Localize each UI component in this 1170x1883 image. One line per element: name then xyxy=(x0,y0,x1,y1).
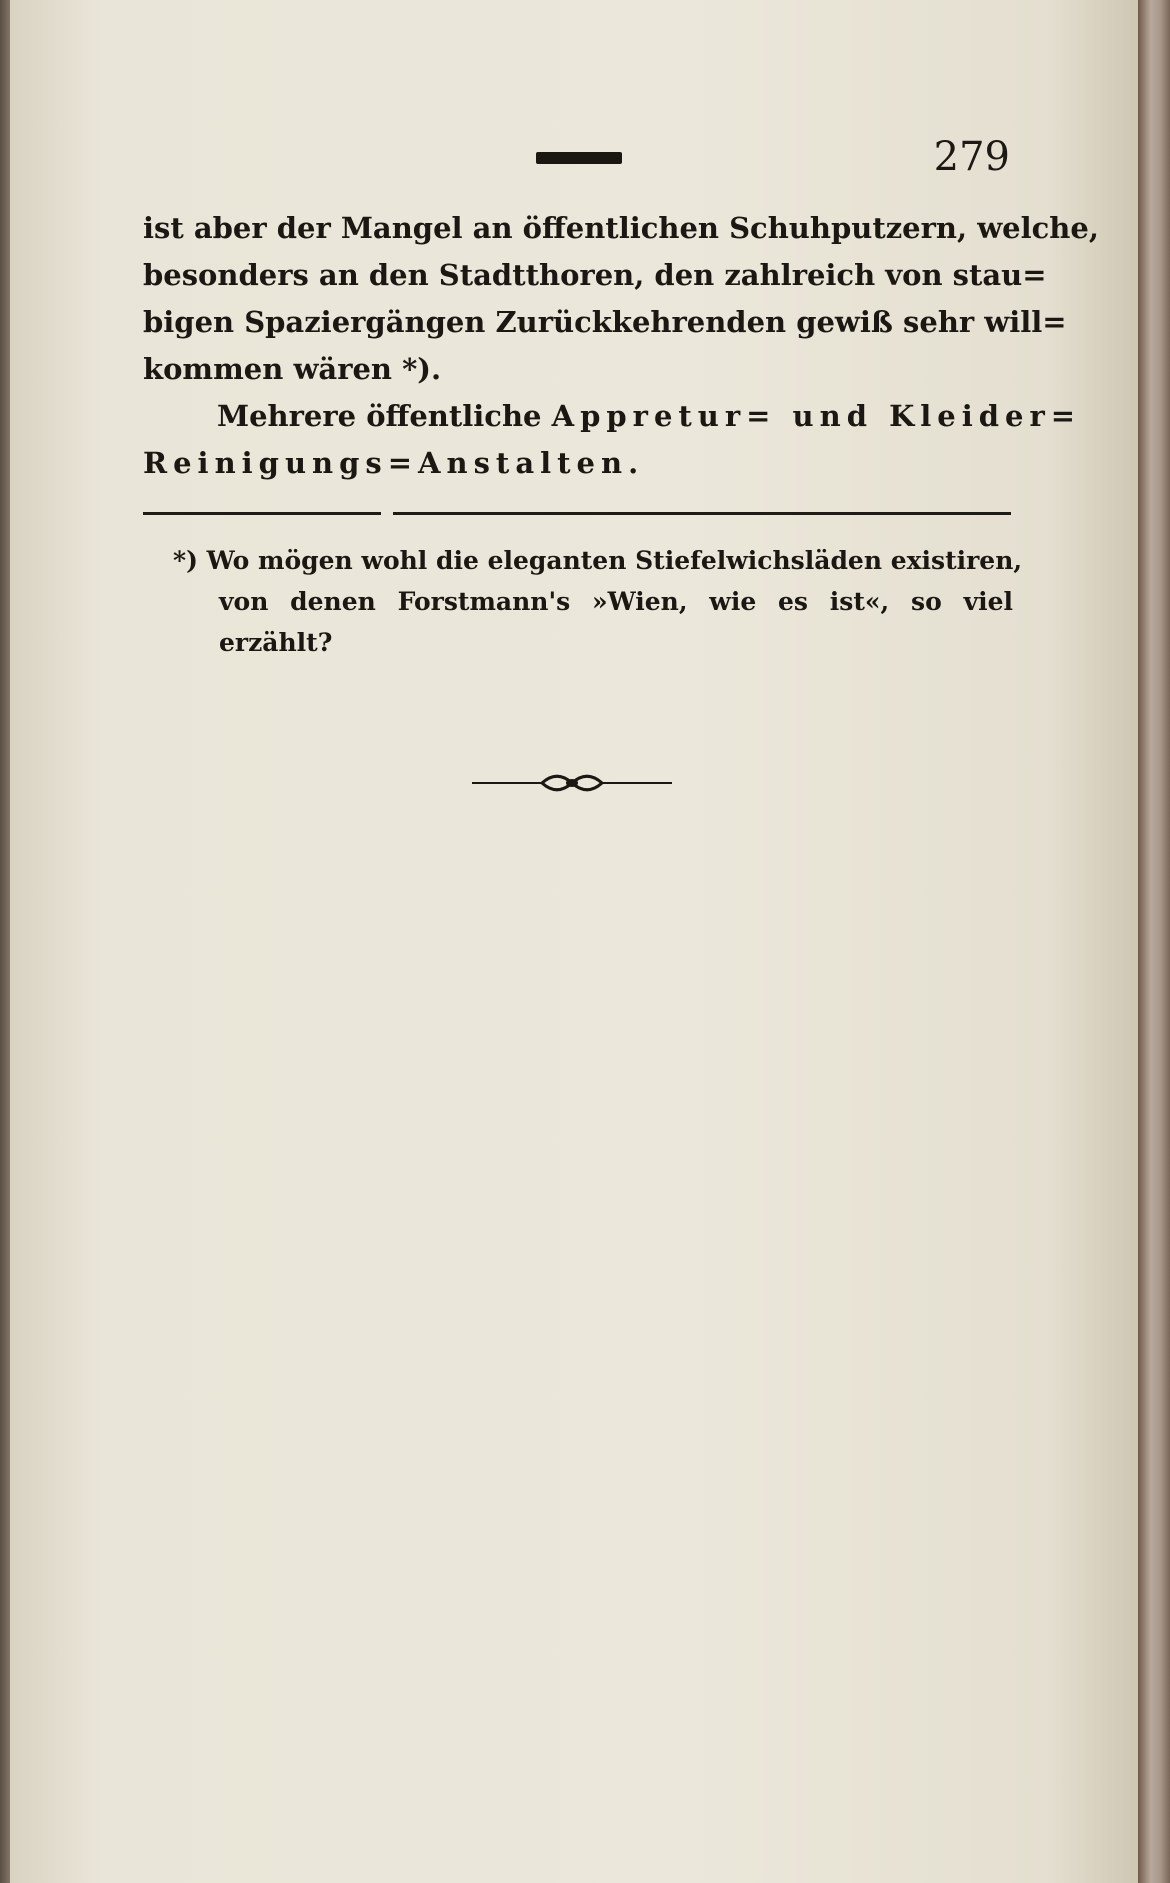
text-line-1: ist aber der Mangel an öffentlichen Schuhputzern, welche, xyxy=(143,211,1099,245)
section-heading-line-1 xyxy=(143,393,1082,440)
heading-spaced-1: Appretur= und Kleider= xyxy=(551,399,1082,433)
text-line-2: besonders an den Stadtthoren, den zahlreich von stau= xyxy=(143,258,1047,292)
footnote-line-2: von denen Forstmann's »Wien, wie es ist«, so viel xyxy=(219,587,1013,616)
footnote-marker: *) xyxy=(173,546,198,575)
page-stack-edge xyxy=(1138,0,1170,1883)
footnote-rule-gap xyxy=(381,512,393,515)
section-heading-line-2 xyxy=(143,440,1011,487)
footnote-line-1 xyxy=(173,540,1023,581)
footnote xyxy=(173,540,1023,663)
bleed-through-texture xyxy=(70,280,1067,1680)
heading-prefix: Mehrere öffentliche xyxy=(217,399,542,433)
book-page xyxy=(10,0,1138,1883)
main-text xyxy=(143,205,1099,487)
text-line-4: kommen wären *). xyxy=(143,352,442,386)
page-number: 279 xyxy=(933,134,1010,180)
footnote-line-1-text: Wo mögen wohl die eleganten Stiefelwichsläden existiren, xyxy=(206,546,1023,575)
footnote-rule xyxy=(143,512,1011,515)
ornament-divider-icon xyxy=(472,770,672,796)
heading-spaced-2: Reinigungs=Anstalten. xyxy=(143,446,645,480)
text-line-3: bigen Spaziergängen Zurückkehrenden gewiß sehr will= xyxy=(143,305,1067,339)
footnote-line-3: erzählt? xyxy=(219,628,333,657)
header-rule xyxy=(536,152,622,164)
